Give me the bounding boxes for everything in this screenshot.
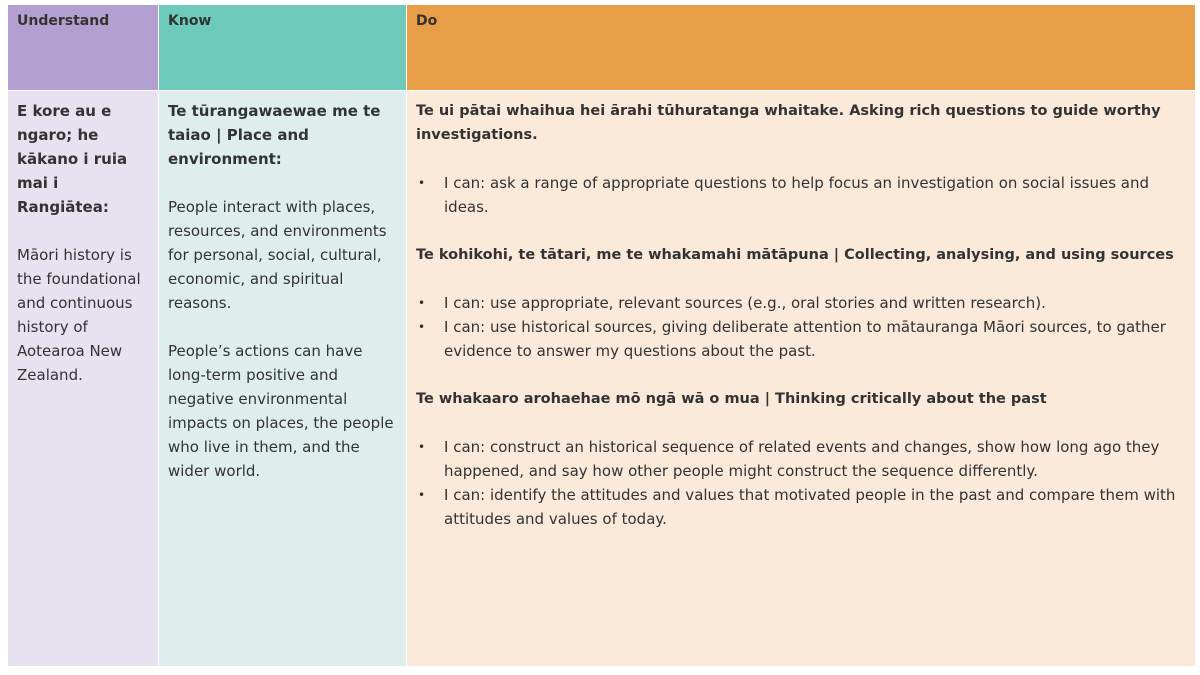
bullet-icon: • — [418, 320, 426, 334]
bullet-icon: • — [418, 296, 426, 310]
list-item — [416, 435, 1186, 483]
do-bullet-list — [416, 435, 1186, 531]
bullet-text: I can: construct an historical sequence of related events and changes, show how long ago they happened, and say how other people might construct the sequence differently. — [444, 438, 1160, 480]
do-section-heading: Te whakaaro arohaehae mō ngā wā o mua | Thinking critically about the past — [416, 391, 1047, 407]
know-title: Te tūrangawaewae me te taiao | Place and environment: — [168, 102, 381, 168]
bullet-text: I can: identify the attitudes and values that motivated people in the past and compare them with attitudes and values of today. — [444, 486, 1176, 528]
list-item — [416, 171, 1186, 219]
list-item — [416, 291, 1186, 315]
understand-cell — [8, 91, 158, 666]
do-bullet-list — [416, 291, 1186, 363]
do-bullet-list — [416, 171, 1186, 219]
do-section-heading: Te ui pātai whaihua hei ārahi tūhuratanga whaitake. Asking rich questions to guide worthy investigations. — [416, 103, 1161, 143]
bullet-text: I can: ask a range of appropriate questions to help focus an investigation on social issues and ideas. — [444, 174, 1150, 216]
bullet-icon: • — [418, 440, 426, 454]
bullet-icon: • — [418, 488, 426, 502]
understand-body: Māori history is the foundational and continuous history of Aotearoa New Zealand. — [17, 246, 141, 384]
know-paragraph: People’s actions can have long-term positive and negative environmental impacts on places, the people who live in them, and the wider world. — [168, 342, 394, 480]
list-item — [416, 483, 1186, 531]
know-paragraph: People interact with places, resources, and environments for personal, social, cultural, economic, and spiritual reasons. — [168, 198, 387, 312]
do-cell — [407, 91, 1195, 666]
header-understand: Understand — [8, 5, 158, 90]
bullet-text: I can: use appropriate, relevant sources (e.g., oral stories and written research). — [444, 294, 1046, 312]
header-know: Know — [159, 5, 406, 90]
curriculum-table — [8, 5, 1195, 666]
list-item — [416, 315, 1186, 363]
bullet-text: I can: use historical sources, giving deliberate attention to mātauranga Māori sources, to gather evidence to answer my questions about the past. — [444, 318, 1166, 360]
understand-title: E kore au e ngaro; he kākano i ruia mai i Rangiātea: — [17, 102, 128, 216]
do-section-heading: Te kohikohi, te tātari, me te whakamahi mātāpuna | Collecting, analysing, and using sources — [416, 247, 1174, 263]
know-cell — [159, 91, 406, 666]
header-do: Do — [407, 5, 1195, 90]
bullet-icon: • — [418, 176, 426, 190]
